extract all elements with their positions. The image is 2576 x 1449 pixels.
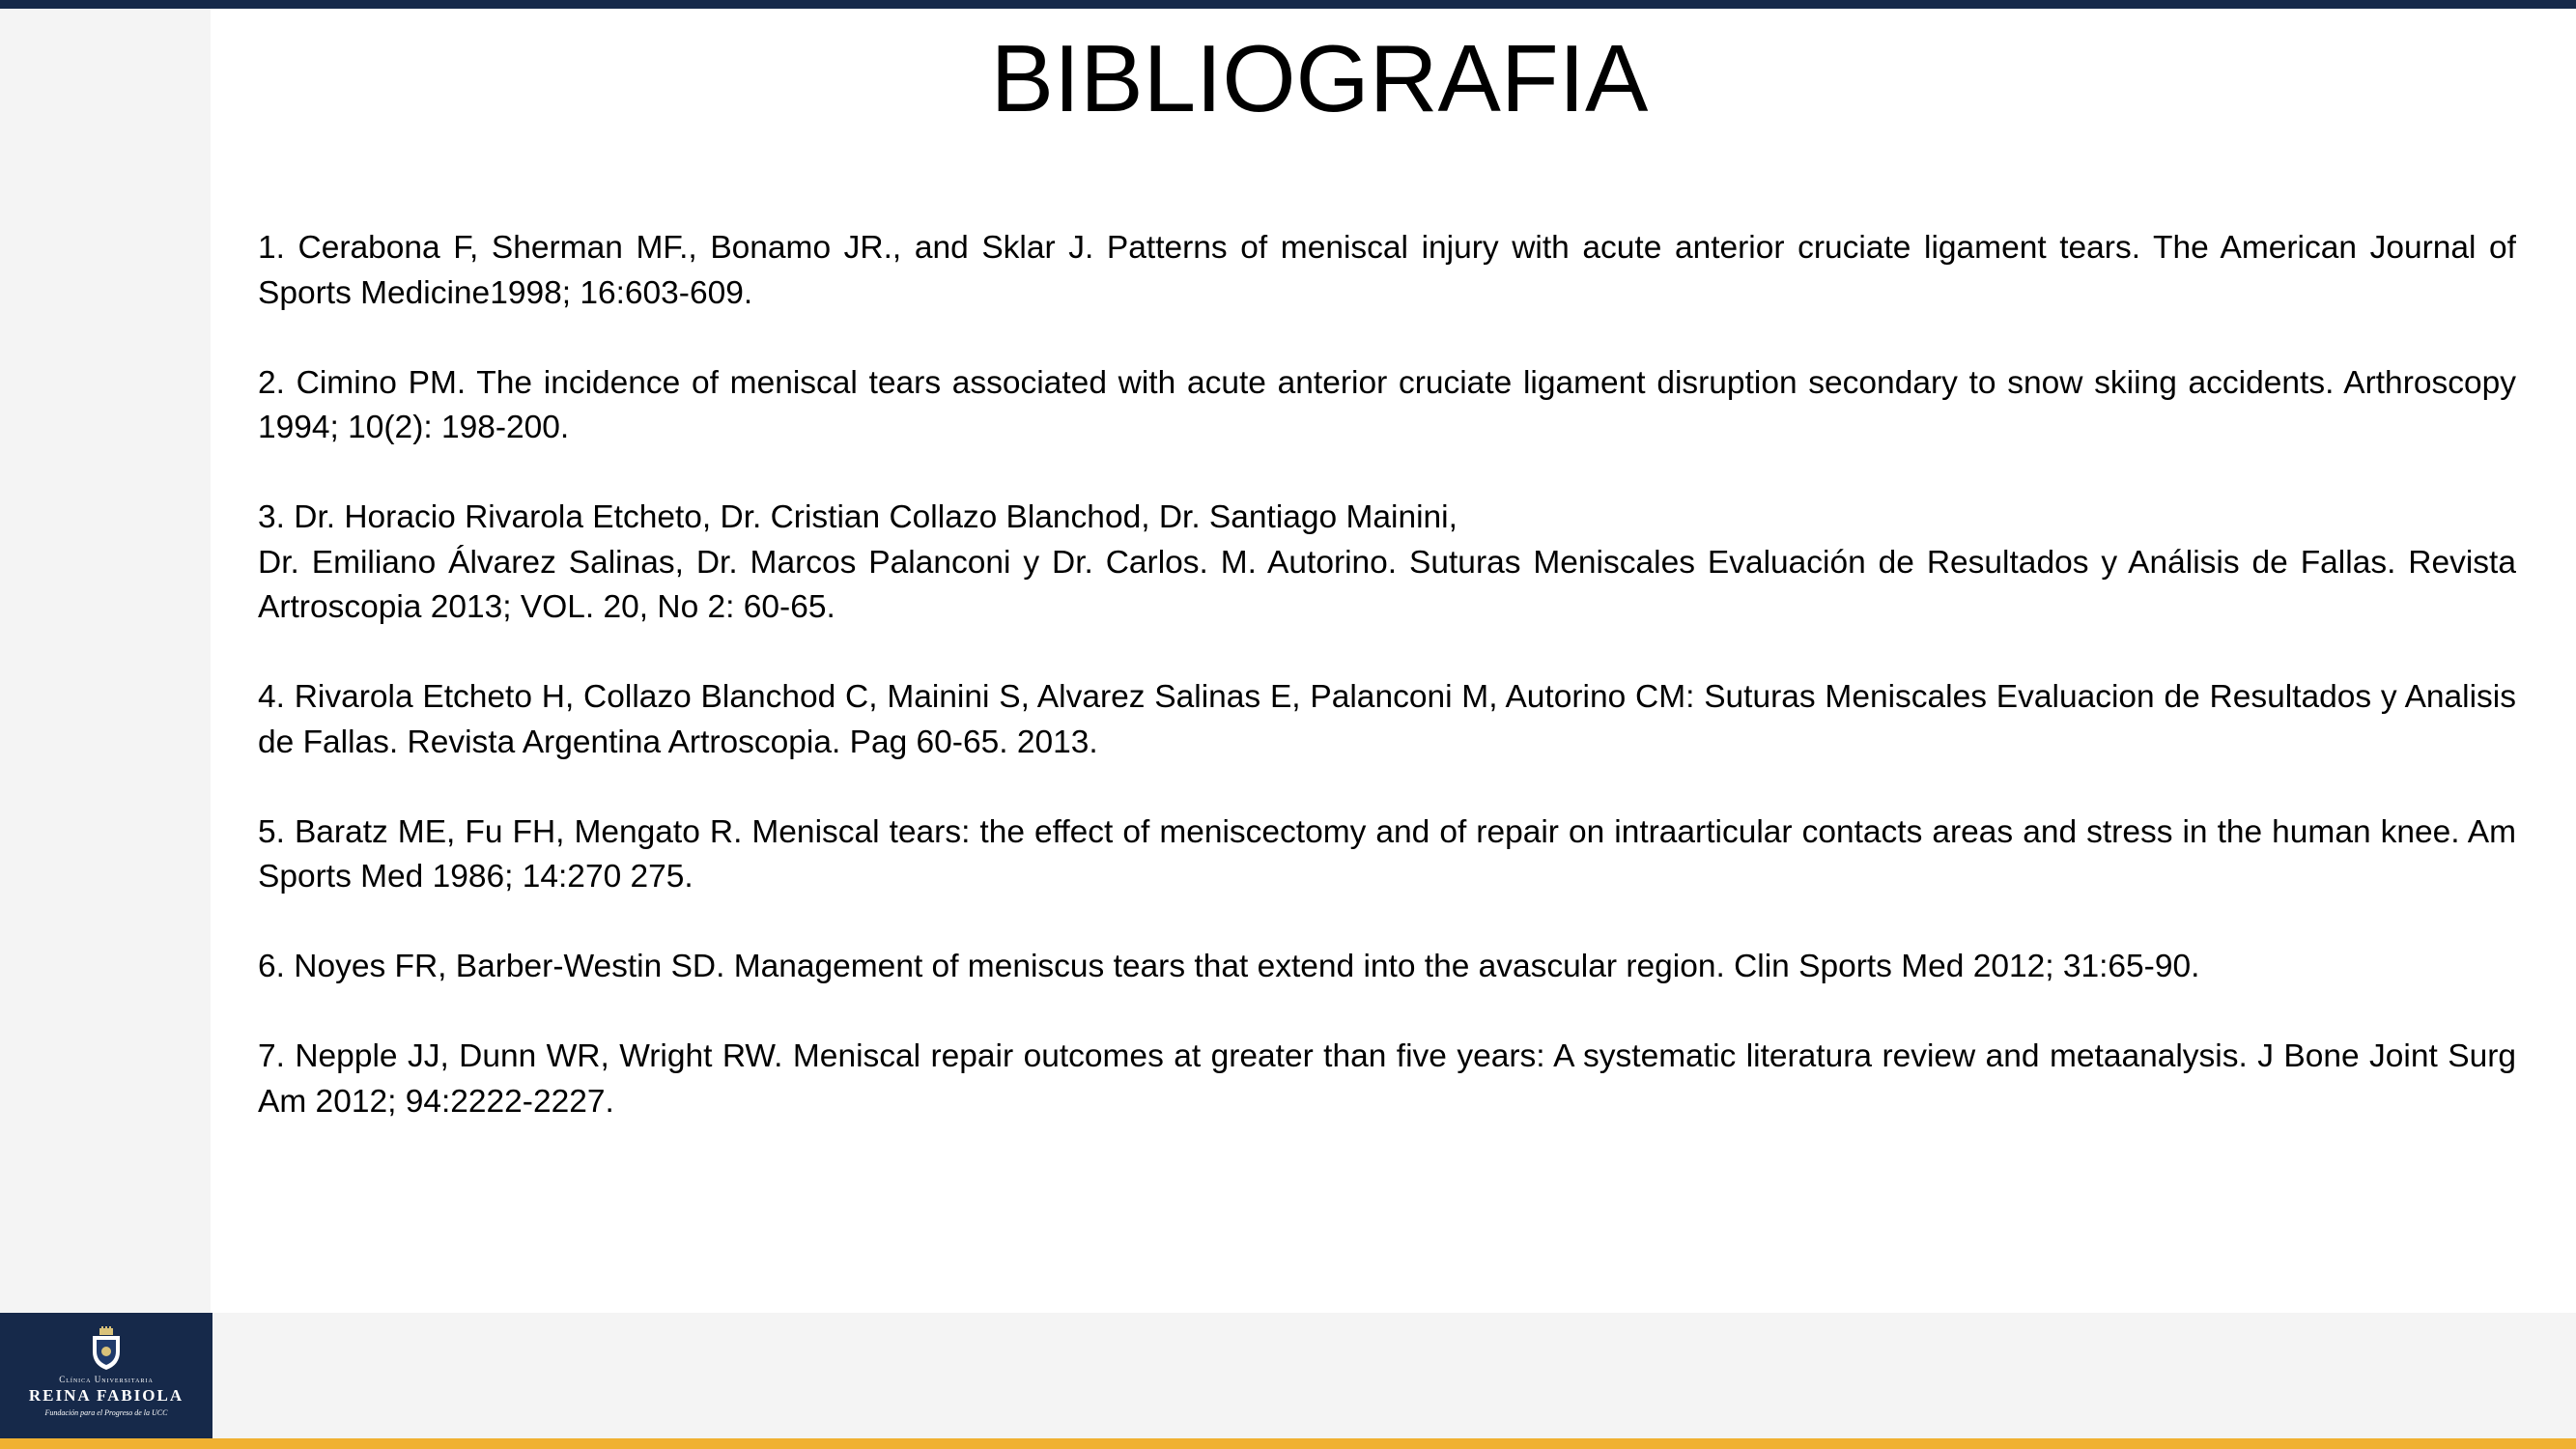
logo-tagline: Fundación para el Progreso de la UCC (44, 1408, 168, 1417)
logo-subtitle: Clínica Universitaria (59, 1375, 154, 1384)
reference-item (258, 945, 2516, 990)
institution-logo (0, 1313, 212, 1438)
reference-text: 6. Noyes FR, Barber-Westin SD. Management of meniscus tears that extend into the avascular region. Clin Sports Med 2012; 31:65-90. (258, 949, 2200, 984)
top-accent-bar (0, 0, 2576, 9)
reference-text: 5. Baratz ME, Fu FH, Mengato R. Meniscal tears: the effect of meniscectomy and of repair on intraarticular contacts areas and stress in the human knee. Am Sports Med 1986; 14:270 275. (258, 813, 2516, 895)
reference-text: 3. Dr. Horacio Rivarola Etcheto, Dr. Cristian Collazo Blanchod, Dr. Santiago Mainini, (258, 499, 1458, 535)
logo-name: REINA FABIOLA (28, 1386, 184, 1405)
left-side-panel (0, 9, 211, 1313)
reference-text: 2. Cimino PM. The incidence of meniscal tears associated with acute anterior cruciate ligament disruption secondary to snow skiing accidents. Arthroscopy 1994; 10(2): 198-200. (258, 364, 2516, 445)
slide-title: BIBLIOGRAFIA (990, 25, 1649, 131)
crest-icon (89, 1326, 124, 1371)
reference-item (258, 675, 2516, 765)
reference-text: 7. Nepple JJ, Dunn WR, Wright RW. Meniscal repair outcomes at greater than five years: A systematic literatura review and metaanalysis. J Bone Joint Surg Am 2012; 94:2222-2227. (258, 1038, 2516, 1120)
reference-item (258, 496, 2516, 631)
reference-item (258, 226, 2516, 316)
reference-text: 1. Cerabona F, Sherman MF., Bonamo JR., and Sklar J. Patterns of meniscal injury with acute anterior cruciate ligament tears. The American Journal of Sports Medicine1998; 16:603-609. (258, 230, 2516, 311)
footer-band (211, 1313, 2576, 1438)
reference-item (258, 810, 2516, 900)
reference-item (258, 361, 2516, 451)
reference-text: Dr. Emiliano Álvarez Salinas, Dr. Marcos Palanconi y Dr. Carlos. M. Autorino. Suturas Meniscales Evaluación de Resultados y Análisis de Fallas. Revista Artroscopia 2013; VOL. 20, No 2: 60-65. (258, 544, 2516, 625)
reference-list (258, 226, 2516, 1170)
bottom-accent-bar (0, 1438, 2576, 1449)
reference-item (258, 1035, 2516, 1124)
reference-text: 4. Rivarola Etcheto H, Collazo Blanchod C, Mainini S, Alvarez Salinas E, Palanconi M, Autorino CM: Suturas Meniscales Evaluacion de Resultados y Analisis de Fallas. Revista Argentina Artroscopia. Pag 60-65. 2013. (258, 679, 2516, 760)
